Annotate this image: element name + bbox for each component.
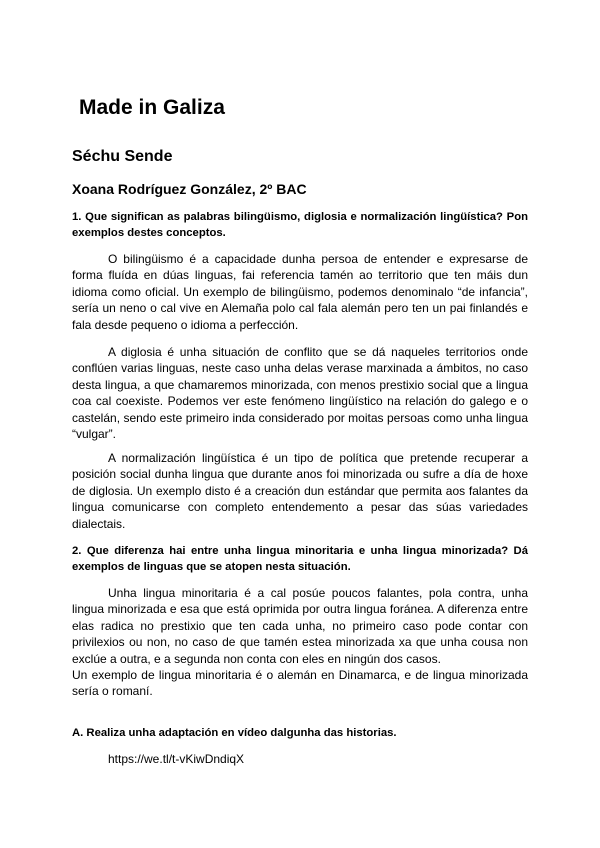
paragraph-normalization: A normalización lingüística é un tipo de política que pretende recuperar a posición social dunha lingua que durante anos foi minorizada ou sufre a día de hoxe de diglosia. Un exemplo disto é a creación dun estándar que permita aos falantes da lingua comunicarse con completo entendemento a pesar das súas variedades dialectais.: [72, 451, 528, 531]
paragraph-examples: Un exemplo de lingua minoritaria é o alemán en Dinamarca, e de lingua minorizada sería o romaní.: [72, 668, 528, 699]
question-1: 1. Que significan as palabras bilingüismo, diglosia e normalización lingüística? Pon exemplos destes conceptos.: [72, 211, 528, 239]
paragraph-diglossia: A diglosia é unha situación de conflito que se dá naqueles territorios onde conflúen varias linguas, neste caso unha delas verase marxinada a ámbitos, no caso desta lingua, a que chamaremos minorizada, con menos prestixio social que a lingua coa cal coexiste. Podemos ver este fenómeno lingüístico na relación do galego e o castelán, sendo este primeiro inda considerado por moitas persoas como unha lingua “vulgar”.: [72, 345, 528, 442]
document-title: Made in Galiza: [79, 96, 225, 119]
question-2: 2. Que diferenza hai entre unha lingua minoritaria e unha lingua minorizada? Dá exemplos de linguas que se atopen nesta situación.: [72, 545, 528, 573]
author-line: Xoana Rodríguez González, 2º BAC: [72, 181, 307, 197]
document-subtitle: Séchu Sende: [72, 148, 173, 165]
paragraph-bilingualism: O bilingüismo é a capacidade dunha persoa de entender e expresarse de forma fluída en dúas linguas, fai referencia tamén ao territorio que ten máis dun idioma como oficial. Un exemplo de bilingüismo, podemos denominalo “de infancia”, sería un neno o cal vive en Alemaña polo cal fala alemán pero ten un pai finlandés e fala desde pequeno o idioma a perfección.: [72, 252, 528, 332]
question-a: A. Realiza unha adaptación en vídeo dalgunha das historias.: [72, 727, 397, 739]
video-link[interactable]: https://we.tl/t-vKiwDndiqX: [108, 752, 245, 766]
paragraph-minority-language: Unha lingua minoritaria é a cal posúe poucos falantes, pola contra, unha lingua minorizada e esa que está oprimida por outra lingua foránea. A diferenza entre elas radica no prestixio que ten cada unha, no primeiro caso pode contar con privilexios ou non, no caso de que tamén estea minorizada xa que unha cousa non exclúe a outra, e a segunda non conta con eles en ningún dos casos.: [72, 586, 528, 666]
